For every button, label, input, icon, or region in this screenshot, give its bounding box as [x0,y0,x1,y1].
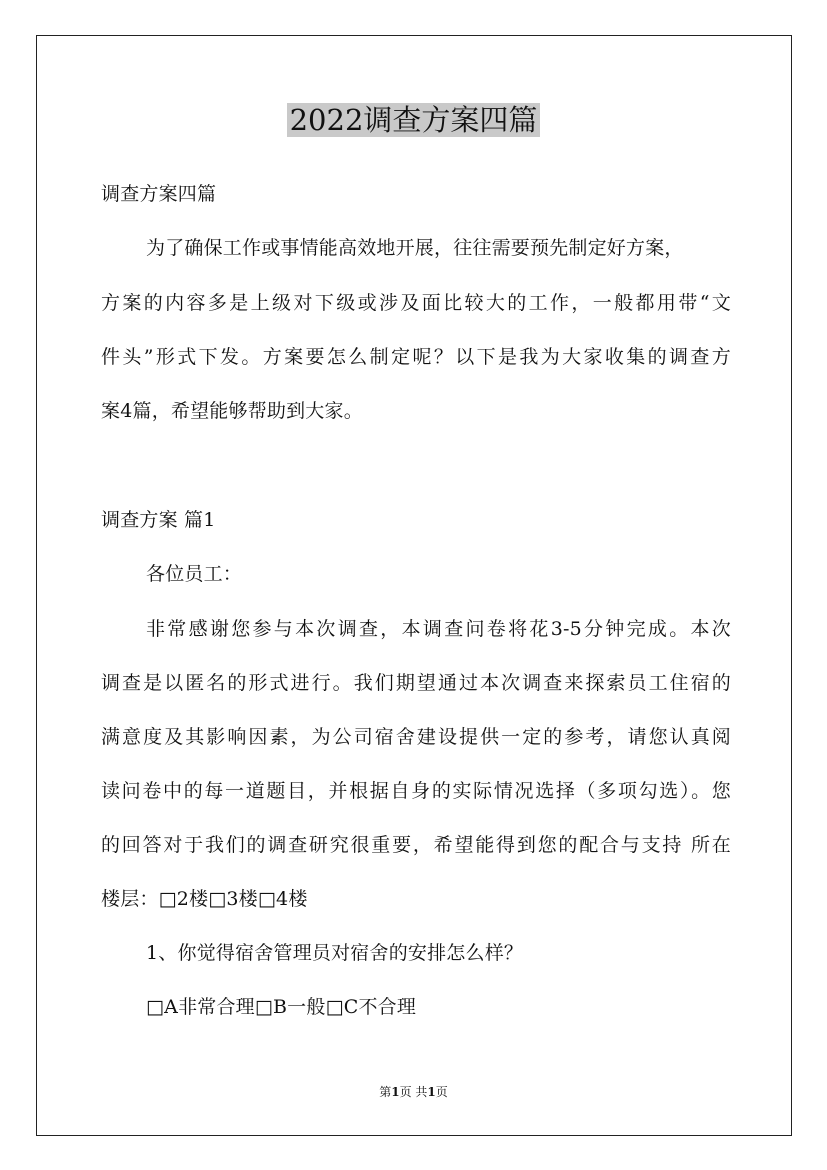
footer-prefix: 第 [379,1085,392,1099]
body-line-5: 的回答对于我们的调查研究很重要，希望能得到您的配合与支持 所在 [101,834,731,856]
title-text: 2022调查方案四篇 [287,103,541,137]
intro-line-2: 方案的内容多是上级对下级或涉及面比较大的工作，一般都用带“文 [101,292,731,314]
greeting: 各位员工： [146,563,243,585]
body-line-1: 非常感谢您参与本次调查，本调查问卷将花3-5分钟完成。本次 [146,618,731,640]
body-line-2: 调查是以匿名的形式进行。我们期望通过本次调查来探索员工住宿的 [101,672,731,694]
question-1: 1、你觉得宿舍管理员对宿舍的安排怎么样？ [146,942,524,964]
footer-suffix: 页 [435,1085,448,1099]
page-footer [0,1084,827,1100]
body-line-3: 满意度及其影响因素，为公司宿舍建设提供一定的参考，请您认真阅 [101,726,731,748]
question-1-options: □A非常合理□B一般□C不合理 [146,996,417,1018]
body-line-6: 楼层：□2楼□3楼□4楼 [101,888,308,910]
subtitle: 调查方案四篇 [101,183,217,205]
intro-line-3: 件头”形式下发。方案要怎么制定呢？以下是我为大家收集的调查方 [101,346,731,368]
footer-mid: 页 共 [399,1085,428,1099]
document-title [0,100,827,140]
body-line-4: 读问卷中的每一道题目，并根据自身的实际情况选择（多项勾选）。您 [101,780,731,802]
footer-page-total: 1 [427,1085,436,1099]
section-heading: 调查方案 篇1 [101,509,216,531]
intro-line-1: 为了确保工作或事情能高效地开展，往往需要预先制定好方案， [146,237,684,259]
footer-page-num: 1 [391,1085,400,1099]
intro-line-4: 案4篇，希望能够帮助到大家。 [101,400,363,422]
